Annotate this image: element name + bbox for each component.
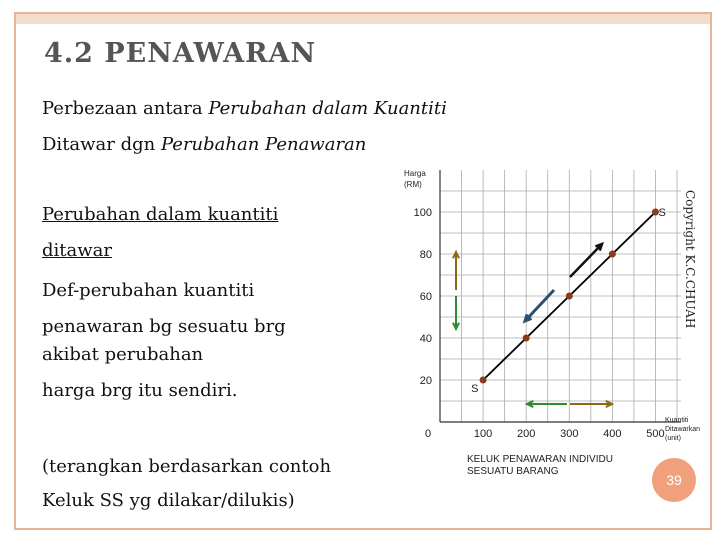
x-tick-label: 400 xyxy=(603,428,622,440)
intro-line-1-italic: Perubahan dalam Kuantiti xyxy=(208,98,447,119)
supply-curve-point xyxy=(480,377,487,384)
y-axis-label: (RM) xyxy=(404,180,422,189)
definition-line: harga brg itu sendiri. xyxy=(42,380,238,401)
page-number-badge: 39 xyxy=(652,458,696,502)
price-decrease-arrow xyxy=(453,296,459,329)
definition-line: penawaran bg sesuatu brg xyxy=(42,316,286,337)
definition-heading-1: Perubahan dalam kuantiti xyxy=(42,204,279,225)
copyright-text: Copyright K.C.CHUAH xyxy=(683,190,697,329)
supply-curve-point xyxy=(566,293,573,300)
intro-line-2-italic: Perubahan Penawaran xyxy=(160,134,367,155)
x-tick-label: 200 xyxy=(517,428,536,440)
note-line: Keluk SS yg dilakar/dilukis) xyxy=(42,490,295,511)
definition-line: akibat perubahan xyxy=(42,344,204,365)
intro-line-1-normal: Perbezaan antara xyxy=(42,98,209,119)
y-tick-label: 60 xyxy=(419,291,432,303)
slide-title: 4.2 PENAWARAN xyxy=(44,38,317,69)
chart-caption: SESUATU BARANG xyxy=(467,466,559,477)
movement-up-arrow-shaft xyxy=(570,244,602,277)
definition-line: Def-perubahan kuantiti xyxy=(42,280,255,301)
note-line: (terangkan berdasarkan contoh xyxy=(42,456,332,477)
supply-curve-point xyxy=(523,335,530,342)
x-axis-label: Ditawarkan xyxy=(665,426,701,433)
chart-caption: KELUK PENAWARAN INDIVIDU xyxy=(467,454,613,465)
quantity-decrease-arrow xyxy=(527,401,567,407)
chart-ticks xyxy=(414,207,665,440)
x-tick-label: 500 xyxy=(646,428,665,440)
x-axis-label: (unit) xyxy=(665,435,681,442)
y-tick-label: 20 xyxy=(419,375,432,387)
origin-label: 0 xyxy=(424,428,432,440)
y-tick-label: 80 xyxy=(419,249,432,261)
movement-up-arrow xyxy=(570,244,602,277)
y-axis-label: Harga xyxy=(404,169,426,178)
curve-label-start: S xyxy=(471,383,479,395)
y-tick-label: 100 xyxy=(413,207,432,219)
definition-heading-2: ditawar xyxy=(42,240,112,261)
x-tick-label: 100 xyxy=(473,428,493,440)
price-increase-arrow xyxy=(453,252,459,290)
supply-curve-point xyxy=(609,251,616,258)
y-tick-label: 40 xyxy=(419,333,432,345)
intro-line-2-normal: Ditawar dgn xyxy=(42,134,161,155)
curve-label-end: S xyxy=(658,207,666,219)
x-axis-label: Kuantiti xyxy=(665,417,689,424)
x-tick-label: 300 xyxy=(560,428,579,440)
